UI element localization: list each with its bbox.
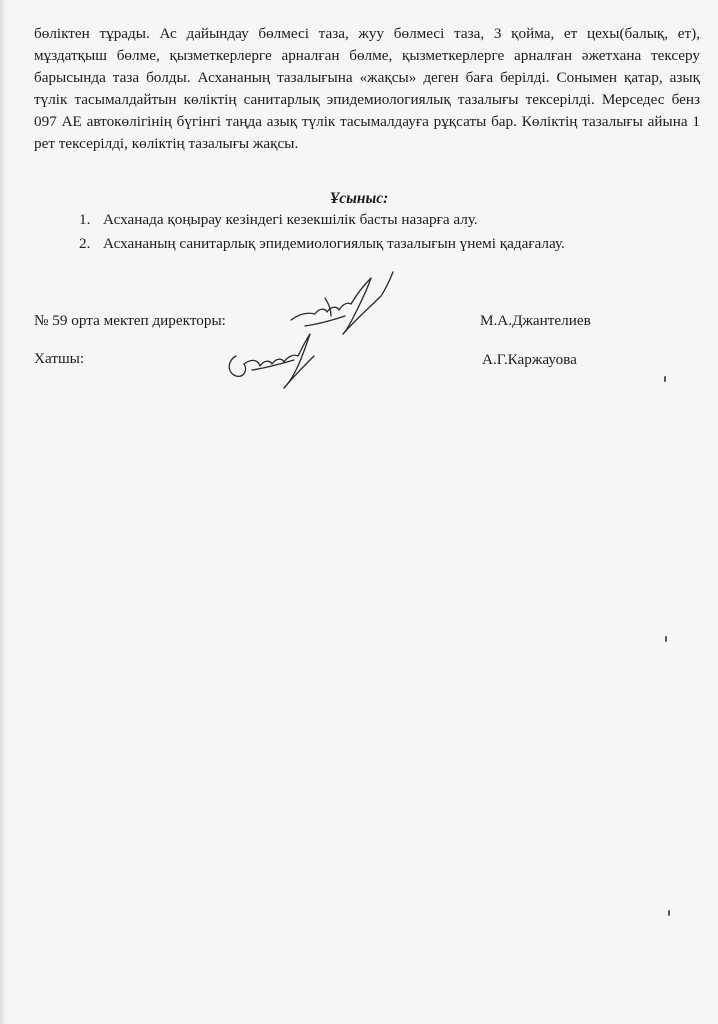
list-item-number: 1.	[79, 211, 91, 228]
director-signature	[285, 268, 400, 338]
body-paragraph: бөліктен тұрады. Ас дайындау бөлмесі таза, жуу бөлмесі таза, 3 қойма, ет цехы(балық, ет), мұздатқыш бөлме, қызметкерлерге арналған бөлме, қызметкерлерге арналған әжетхана тексеру барысында таза болды. Асхананың тазалығына «жақсы» деген баға берілді. Сонымен қатар, азық түлік тасымалдайтын көліктің санитарлық эпидемиологиялық тазалығы тексерілді. Мерседес бенз 097 АЕ автокөлігінің бүгінгі таңда азық түлік тасымалдауға рұқсаты бар. Көліктің тазалығы айына 1 рет тексерілді, көліктің тазалығы жақсы.	[34, 25, 700, 152]
scan-edge	[0, 0, 6, 1024]
scan-speck	[664, 376, 666, 382]
list-item-number: 2.	[79, 235, 91, 252]
recommendations-list	[79, 208, 565, 256]
list-item	[79, 208, 565, 232]
director-name: М.А.Джантелиев	[480, 312, 591, 329]
secretary-signature	[222, 330, 332, 392]
secretary-title: Хатшы:	[34, 350, 85, 367]
list-item-text: Асханада қоңырау кезіндегі кезекшілік басты назарға алу.	[103, 211, 478, 228]
director-title: № 59 орта мектеп директоры:	[34, 312, 226, 329]
recommendations-heading: Ұсыныс:	[329, 190, 389, 207]
scan-speck	[668, 910, 670, 916]
scan-speck	[665, 636, 667, 642]
list-item-text: Асхананың санитарлық эпидемиологиялық тазалығын үнемі қадағалау.	[103, 235, 565, 252]
list-item	[79, 232, 565, 256]
secretary-name: А.Г.Каржауова	[482, 351, 577, 368]
